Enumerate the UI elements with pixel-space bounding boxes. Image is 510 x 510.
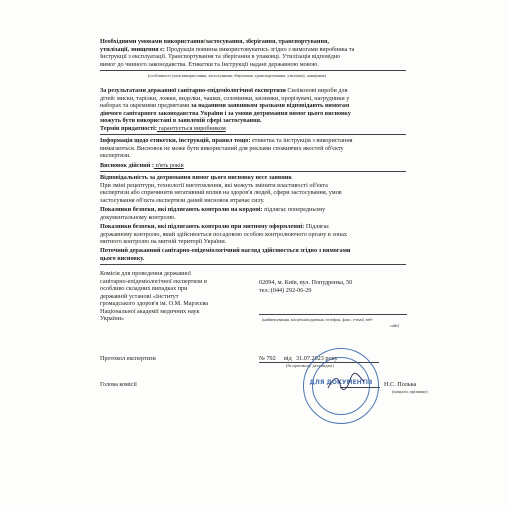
address-caption-2: сайт): [390, 323, 400, 328]
commission-line: Комісія для проведення державної: [100, 270, 191, 277]
valid-term-value: п'ять років: [153, 162, 184, 169]
supervision-divider: [100, 264, 406, 265]
customs-control-bold: Показники безпеки, які підлягають контролю при митному оформленні:: [100, 223, 305, 230]
results-line-1-bold: За результатами державної санітарно-епідеміологічної експертизи: [100, 87, 286, 94]
protocol-from: від: [284, 355, 292, 362]
customs-control-line-2: державному контролю, який здійснюється посадовою особою контролюючого органу в зонах: [100, 230, 347, 238]
protocol-label: Протокол експертизи: [100, 355, 156, 362]
border-control-line-2: документальному контролю.: [100, 213, 176, 221]
conditions-caption: (особливості умов використання, застосування, зберігання, транспортування, утилізації, знищення): [148, 73, 326, 78]
border-control-rest: підлягає попередньому: [262, 206, 326, 213]
commission-address-1: 02094, м. Київ, вул. Попудренка, 50: [259, 279, 353, 286]
results-line-4: діючого санітарного законодавства України і за умови дотримання вимог цього висновку: [100, 109, 351, 117]
shelf-life-divider: [100, 134, 406, 135]
head-caption: (ініціали, прізвище): [392, 389, 428, 394]
customs-control-line-3: митного контролю на митній території України.: [100, 238, 227, 245]
commission-line: громадського здоров'я ім. О.М. Марзєєва: [100, 300, 209, 307]
protocol-number: № 792: [259, 355, 276, 362]
labeling-line-1-rest: етикетка та інструкція з використання: [250, 137, 353, 144]
commission-line: державній установі «Інститут: [100, 292, 179, 300]
shelf-life-value: гарантується виробником: [156, 125, 226, 132]
address-underline: [259, 314, 407, 315]
commission-line: України»: [100, 315, 125, 322]
results-line-3: [100, 102, 349, 109]
customs-control-line-1: [100, 223, 329, 230]
conditions-line-2: [100, 46, 354, 53]
customs-control-rest: Підлягає: [304, 223, 330, 230]
results-line-1-rest: Силіконові вироби для: [285, 87, 348, 94]
conditions-line-2-rest: Продукція повинна використовуватись згідно з вимогами виробника та: [164, 45, 355, 53]
border-control-line-1: [100, 206, 325, 213]
border-control-bold: Показники безпеки, які підлягають контролю на кордоні:: [100, 206, 263, 213]
address-caption-1: (найменування, місцезнаходження, телефон, факс, е-mail, веб-: [262, 317, 374, 322]
conditions-line-2-bold: утилізації, знищення є:: [100, 45, 165, 53]
valid-term-label: Висновок дійсний :: [100, 162, 154, 169]
conditions-line-1: Необхідними умовами використання/застосування, зберігання, транспортування,: [100, 38, 329, 45]
supervision-line-2: цього висновку.: [100, 254, 145, 262]
results-line-1: [100, 87, 348, 94]
commission-line: особливо складних випадках при: [100, 285, 188, 292]
labeling-line-1: [100, 137, 353, 144]
protocol-date: 31.07.2023 року: [296, 355, 338, 362]
shelf-life: [100, 125, 226, 132]
valid-term: [100, 162, 184, 169]
labeling-line-2: вимагаються. Висновок не може бути використаний для реклами споживчих якостей об'єкту: [100, 144, 344, 152]
conditions-underline: [100, 70, 406, 71]
head-label: Голова комісії: [100, 381, 137, 388]
head-name: Н.С. Полька: [384, 381, 417, 388]
stamp-text: ДЛЯ ДОКУМЕНТІВ: [309, 379, 373, 386]
signature-stroke: [328, 373, 364, 389]
responsibility-line-1: При зміні рецептури, технології виготовлення, які можуть змінити властивості об'єкта: [100, 181, 328, 189]
commission-line: санітарно-епідеміологічної експертизи в: [100, 277, 207, 285]
protocol-caption: (№ протоколу, дата видачі): [286, 363, 334, 368]
responsibility-line-3: застосування об'єкта експертизи даний висновок втрачає силу.: [100, 196, 265, 204]
results-line-2: дітей: миски, тарілки, ложки, виделки, чашки, соломинки, килимки, прорізувачі, нагрудники у: [100, 94, 350, 102]
shelf-life-label: Термін придатності:: [100, 125, 157, 132]
results-line-3-b: за наданими заявником зразками відповідають вимогам: [190, 102, 350, 109]
responsibility-line-2: експертизи або спричинити негативний вплив на здоров'я людей, сфери застосування, умов: [100, 189, 342, 196]
responsibility-label: Відповідальність за дотримання вимог цього висновку несе заявник: [100, 174, 292, 181]
results-line-3-a: наборах та окремими предметами: [100, 102, 191, 109]
conditions-line-3: Інструкції з експлуатації. Транспортування та зберігання в упаковці. Утилізація відповідно: [100, 53, 341, 60]
labeling-line-1-bold: Інформація щодо етикетки, інструкцій, правил тощо:: [100, 137, 251, 144]
labeling-line-3: експертизи.: [100, 152, 131, 159]
signature: [326, 372, 366, 394]
valid-term-divider: [100, 171, 406, 172]
commission-address-2: тел.:(044) 292-06-29: [259, 286, 312, 294]
conditions-line-4: вимог до чинного законодавства. Етикетки та Інструкції надані державною мовою.: [100, 60, 319, 68]
results-line-5: можуть бути використані в заявленій сфері застосування.: [100, 117, 262, 124]
commission-line: Національної академії медичних наук: [100, 307, 200, 315]
supervision-line-1: Поточний державний санітарно-епідеміологічний нагляд здійснюється згідно з вимогами: [100, 247, 351, 254]
